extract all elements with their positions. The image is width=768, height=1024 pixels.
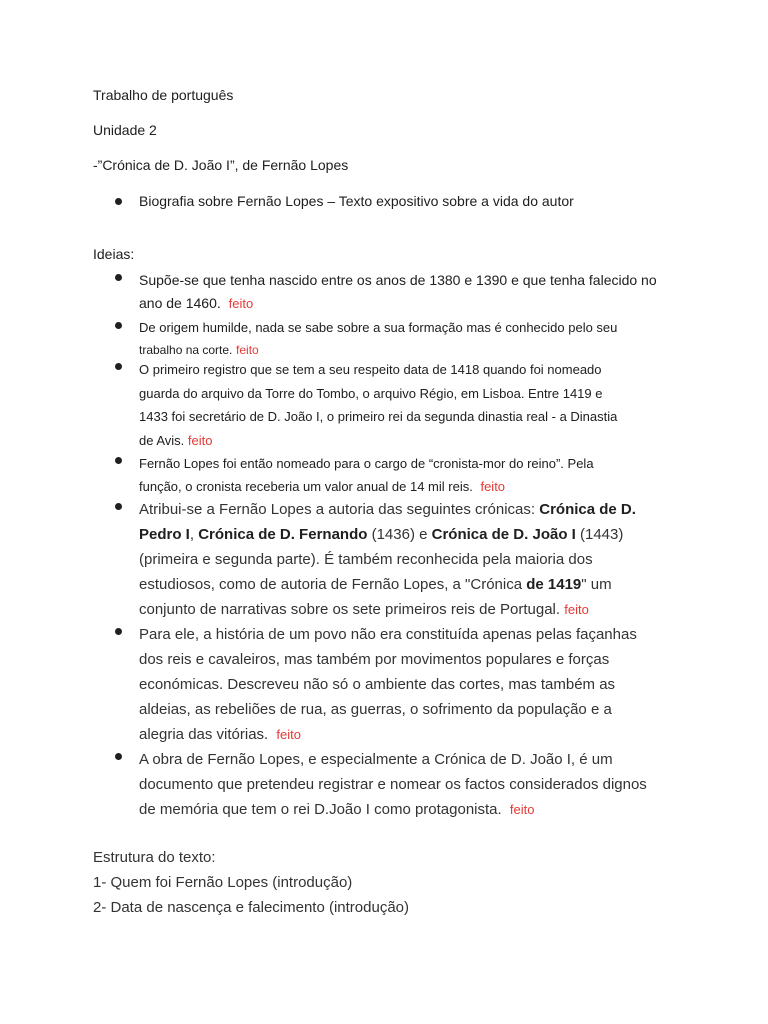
status-badge: feito (480, 479, 506, 494)
bullet-icon (115, 274, 122, 281)
bullet-icon (115, 363, 122, 370)
unit-label: Unidade 2 (93, 122, 157, 138)
bullet-icon (115, 322, 122, 329)
bullet-icon (115, 198, 122, 205)
status-badge: feito (564, 602, 589, 617)
status-badge: feito (276, 727, 301, 742)
status-badge: feito (228, 296, 254, 311)
bullet-icon (115, 753, 122, 760)
work-title: -”Crónica de D. João I”, de Fernão Lopes (93, 157, 349, 173)
doc-title: Trabalho de português (93, 87, 234, 103)
structure-item: 2- Data de nascença e falecimento (introdução) (93, 899, 410, 916)
structure-label: Estrutura do texto: (93, 849, 216, 866)
status-badge: feito (509, 802, 535, 817)
structure-item: 1- Quem foi Fernão Lopes (introdução) (93, 874, 353, 891)
bullet-icon (115, 628, 122, 635)
status-badge: feito (236, 343, 259, 357)
status-badge: feito (187, 432, 213, 448)
intro-bullet-text: Biografia sobre Fernão Lopes – Texto expositivo sobre a vida do autor (139, 193, 574, 209)
ideas-label: Ideias: (93, 246, 135, 262)
bullet-icon (115, 503, 122, 510)
document-page: Trabalho de português Unidade 2 -”Crónica de D. João I”, de Fernão Lopes Biografia sobre Fernão Lopes – Texto expositivo sobre a vida do autor Ideias: Supõe-se que tenha nascido entre os anos de 1380 e 1390 e que tenha falecido no ano de 1460. feito De origem humilde, nada se sabe sobre a sua formação mas é conhecido pelo seu trabalho na corte. feito O primeiro registro que se tem a seu respeito data de 1418 quando foi nomeado guarda do arquivo da Torre do Tombo, o arquivo Régio, em Lisboa. Entre 1419 e 1433 foi secretário de D. João I, o primeiro rei da segunda dinastia real - a Dinastia de Avis. feito Fernão Lopes foi então nomeado para o cargo de “cronista-mor do reino”. Pela função, o cronista receberia um valor anual de 14 mil reis. feito Atribui-se a Fernão Lopes a autoria das seguintes crónicas: Crónica de D. Pedro I, Crónica de D. Fernando (1436) e Crónica de D. João I (1443) (primeira e segunda parte). É também reconhecida pela maioria dos estudiosos, como de autoria de Fernão Lopes, a "Crónica de 1419" um conjunto de narrativas sobre os sete primeiros reis de Portugal. feito Para ele, a história de um povo não era constituída apenas pelas façanhas dos reis e cavaleiros, mas também por movimentos populares e forças económicas. Descreveu não só o ambiente das cortes, mas também as aldeias, as rebeliões de rua, as guerras, o sofrimento da população e a alegria das vitórias. feito A obra de Fernão Lopes, e especialmente a Crónica de D. João I, é um documento que pretendeu registrar e nomear os factos considerados dignos de memória que tem o rei D.João I como protagonista. feito Estrutura do texto: 1- Quem foi Fernão Lopes (introdução) 2- Data de nascença e falecimento (introdução) (0, 0, 768, 1024)
bullet-icon (115, 457, 122, 464)
